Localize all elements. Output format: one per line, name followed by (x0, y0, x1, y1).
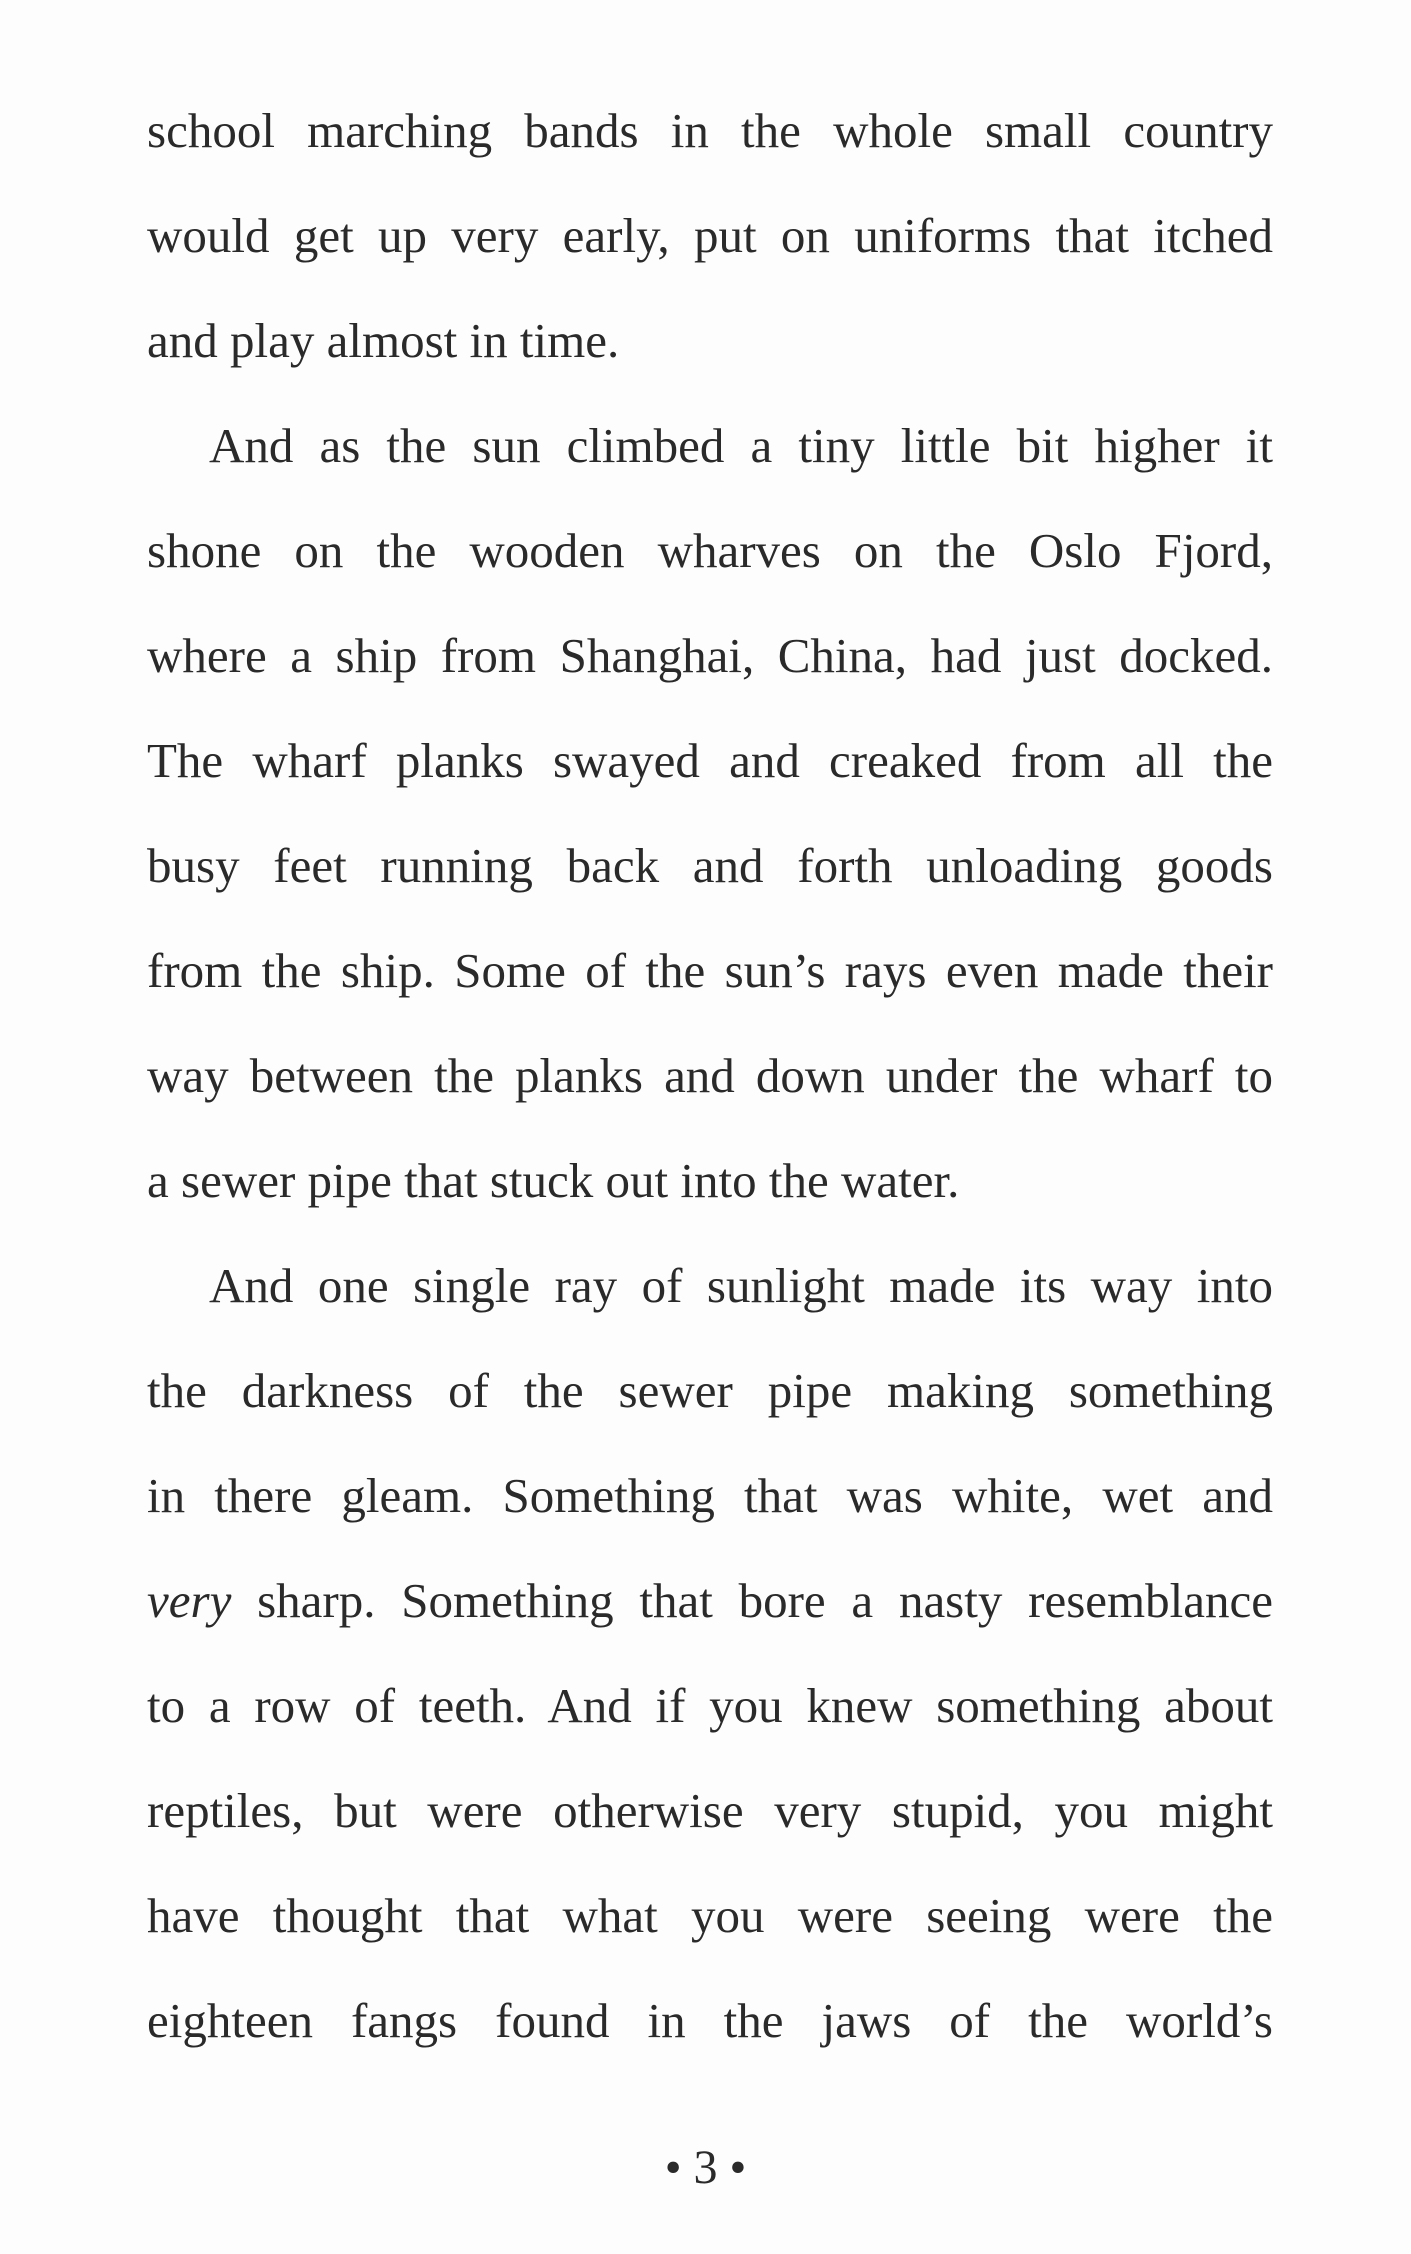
text-line-rest: sharp. Something that bore a nasty resemblance (231, 1573, 1273, 1628)
text-line: a sewer pipe that stuck out into the water. (147, 1153, 960, 1208)
text-line: school marching bands in the whole small country (147, 103, 1273, 158)
text-line: reptiles, but were otherwise very stupid, you might (147, 1783, 1273, 1838)
text-line: where a ship from Shanghai, China, had just docked. (147, 628, 1273, 683)
text-line: and play almost in time. (147, 313, 620, 368)
text-line: The wharf planks swayed and creaked from all the (147, 733, 1273, 788)
text-line: have thought that what you were seeing were the (147, 1888, 1273, 1943)
text-line: from the ship. Some of the sun’s rays even made their (147, 943, 1273, 998)
italic-word: very (147, 1573, 232, 1628)
text-line: And as the sun climbed a tiny little bit higher it (209, 418, 1273, 473)
text-line-with-italic (147, 1548, 1273, 1653)
text-line: shone on the wooden wharves on the Oslo Fjord, (147, 523, 1273, 578)
text-line: in there gleam. Something that was white, wet and (147, 1468, 1273, 1523)
text-line: busy feet running back and forth unloading goods (147, 838, 1273, 893)
text-line: way between the planks and down under the wharf to (147, 1048, 1273, 1103)
text-line: would get up very early, put on uniforms that itched (147, 208, 1273, 263)
page-number: • 3 • (664, 2141, 747, 2194)
text-line: to a row of teeth. And if you knew something about (147, 1678, 1273, 1733)
body-text (147, 78, 1273, 2073)
text-line: the darkness of the sewer pipe making something (147, 1363, 1273, 1418)
text-line: eighteen fangs found in the jaws of the world’s (147, 1993, 1273, 2048)
text-line: And one single ray of sunlight made its way into (209, 1258, 1273, 1313)
